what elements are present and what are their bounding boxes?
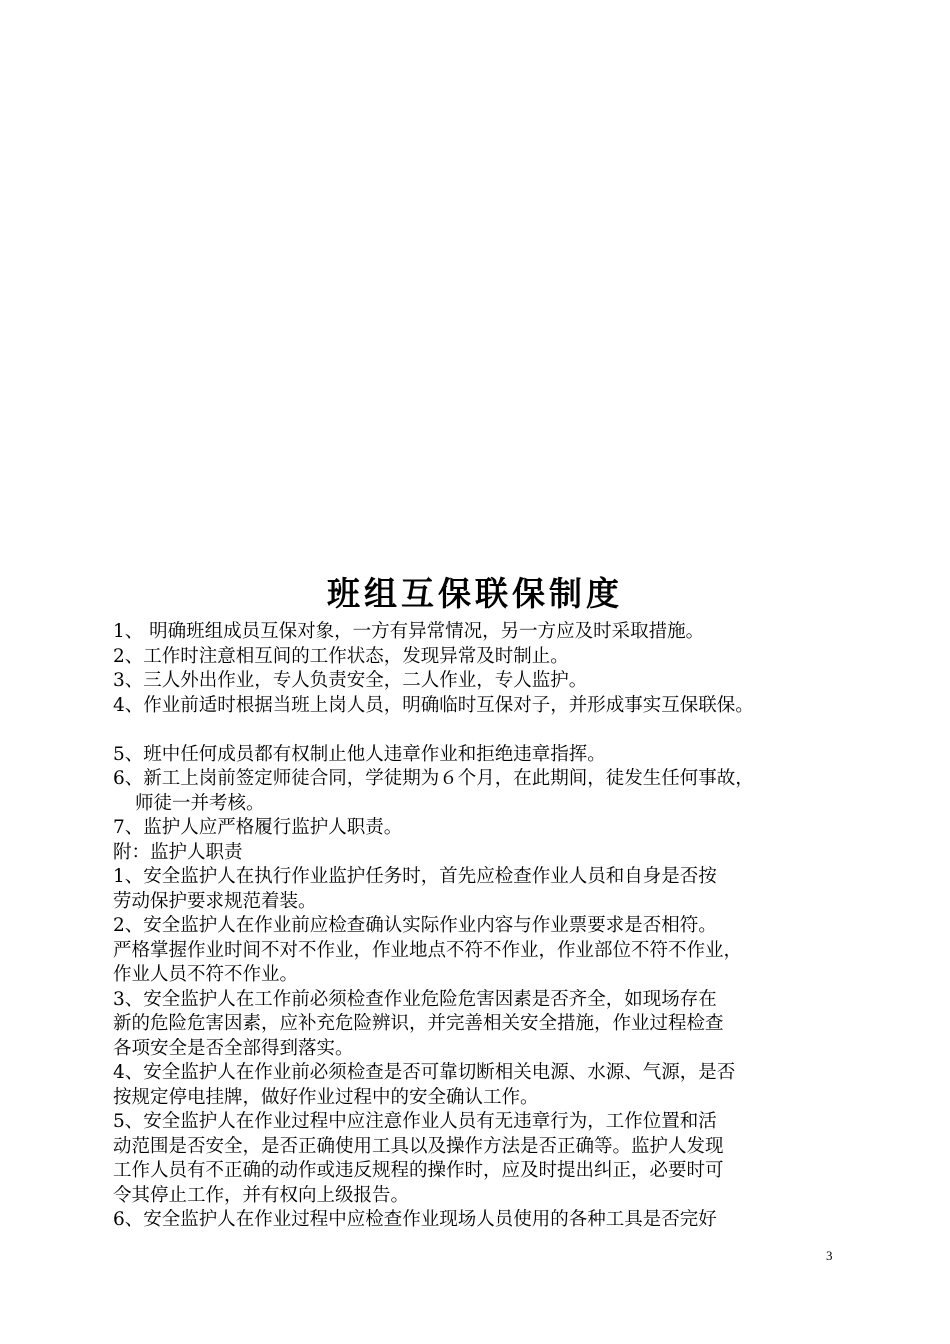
paragraph-line: 3、三人外出作业，专人负责安全，二人作业，专人监护。	[113, 670, 588, 691]
paragraph-line: 按规定停电挂牌，做好作业过程中的安全确认工作。	[113, 1086, 539, 1108]
blank-line	[113, 718, 853, 743]
page-number: 3	[826, 1248, 833, 1263]
paragraph-line: 严格掌握作业时间不对不作业，作业地点不符不作业，作业部位不符不作业，	[113, 939, 743, 961]
paragraph-line: 4、安全监护人在作业前必须检查是否可靠切断相关电源、水源、气源，是否	[113, 1062, 736, 1083]
paragraph-line: 1、 明确班组成员互保对象，一方有异常情况，另一方应及时采取措施。	[113, 621, 705, 642]
paragraph-line: 1、安全监护人在执行作业监护任务时，首先应检查作业人员和自身是否按	[113, 866, 717, 887]
paragraph-line: 6、安全监护人在作业过程中应检查作业现场人员使用的各种工具是否完好	[113, 1209, 717, 1230]
paragraph-line: 2、安全监护人在作业前应检查确认实际作业内容与作业票要求是否相符。	[113, 915, 717, 936]
paragraph-line: 7、监护人应严格履行监护人职责。	[113, 817, 403, 838]
paragraph-line: 5、班中任何成员都有权制止他人违章作业和拒绝违章指挥。	[113, 743, 606, 765]
paragraph-line: 作业人员不符不作业。	[113, 964, 299, 985]
paragraph-line: 6、新工上岗前签定师徒合同，学徒期为６个月，在此期间，徒发生任何事故，	[113, 768, 754, 789]
paragraph-line: 2、工作时注意相互间的工作状态，发现异常及时制止。	[113, 645, 569, 667]
paragraph-line: 4、作业前适时根据当班上岗人员，明确临时互保对子，并形成事实互保联保。	[113, 694, 754, 716]
paragraph-line: 附：监护人职责	[113, 841, 243, 863]
paragraph-line: 劳动保护要求规范着装。	[113, 890, 317, 912]
paragraph-line: 新的危险危害因素，应补充危险辨识，并完善相关安全措施，作业过程检查	[113, 1013, 724, 1034]
paragraph-line: 3、安全监护人在工作前必须检查作业危险危害因素是否齐全，如现场存在	[113, 988, 717, 1010]
paragraph-line: 工作人员有不正确的动作或违反规程的操作时，应及时提出纠正，必要时可	[113, 1160, 724, 1181]
paragraph-line: 动范围是否安全，是否正确使用工具以及操作方法是否正确等。监护人发现	[113, 1135, 724, 1157]
paragraph-line: 5、安全监护人在作业过程中应注意作业人员有无违章行为，工作位置和活	[113, 1111, 717, 1132]
paragraph-line: 令其停止工作，并有权向上级报告。	[113, 1184, 410, 1206]
document-body	[113, 620, 853, 1233]
document-title: 班组互保联保制度	[327, 574, 623, 613]
paragraph-line: 各项安全是否全部得到落实。	[113, 1037, 354, 1059]
paragraph-line: 师徒一并考核。	[135, 792, 265, 814]
